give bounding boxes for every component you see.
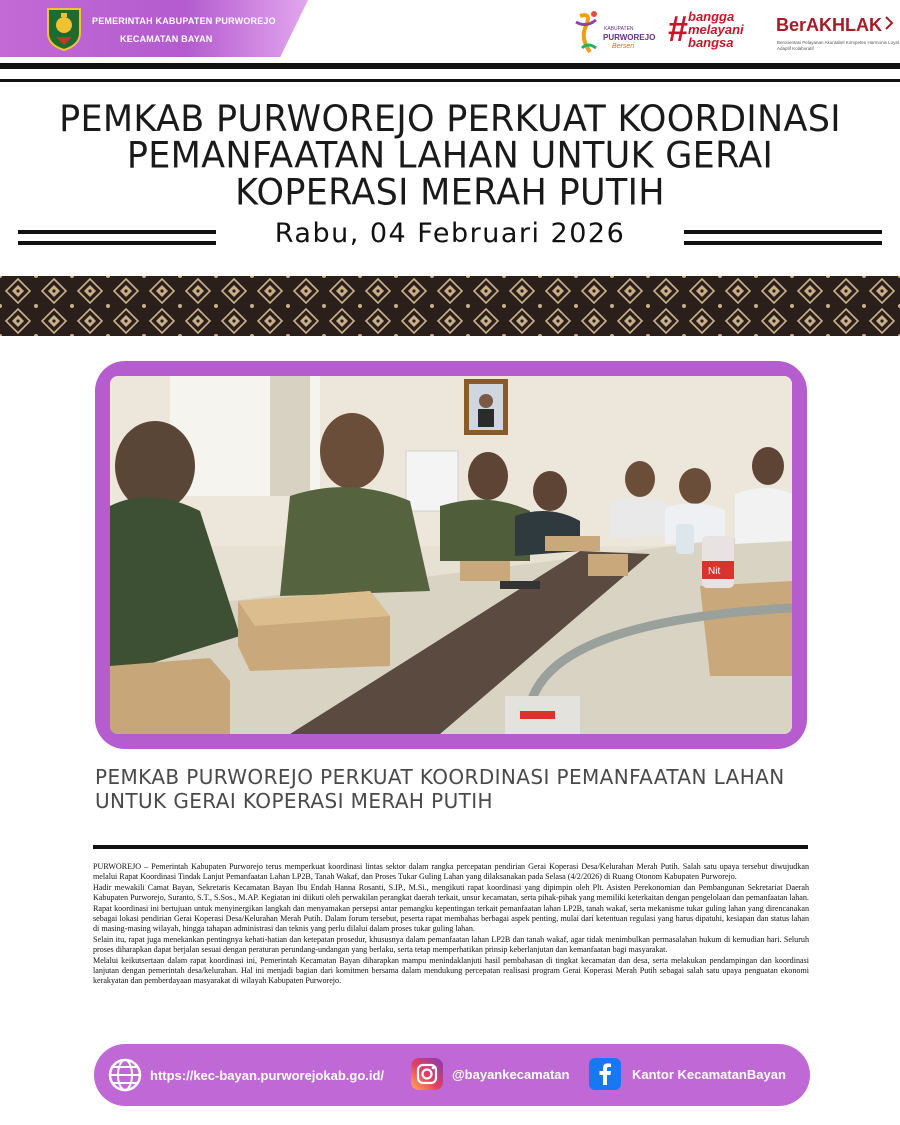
headline-divider (93, 845, 808, 849)
bangga-line2: melayani (688, 22, 744, 37)
bangga-line1: bangga (688, 9, 735, 24)
berakhlak-chevron-icon (884, 16, 894, 30)
logo-label-kabupaten: KABUPATEN (604, 26, 634, 32)
bottle-label: Nit (708, 566, 721, 577)
contact-footer (94, 1044, 810, 1106)
berakhlak-tagline: Berorientasi Pelayanan Akuntabel Kompeten Harmonis Loyal Adaptif Kolaboratif (777, 40, 899, 51)
header-divider-bottom (0, 79, 900, 82)
bangga-melayani-bangsa-logo (688, 10, 744, 49)
date-bar-left (18, 241, 216, 245)
logo-label-purworejo: PURWOREJO (603, 33, 656, 42)
instagram-handle: @bayankecamatan (452, 1066, 570, 1082)
facebook-icon (588, 1057, 622, 1091)
article-paragraph: Melalui keikutsertaan dalam rapat koordinasi ini, Pemerintah Kecamatan Bayan diharapkan mampu menindaklanjuti hasil pembahasan di tingkat kecamatan dan desa, serta melakukan pendampingan dan koordinasi lanjutan dengan pemerintah desa/kelurahan. Hal ini menjadi bagian dari komitmen bersama dalam mendukung percepatan realisasi program Gerai Koperasi Merah Putih sebagai salah satu upaya penguatan ekonomi kerakyatan dan pemberdayaan masyarakat di wilayah Kabupaten Purworejo. (93, 955, 809, 986)
batik-pattern-band (0, 276, 900, 336)
logo-label-berseri: Berseri (612, 43, 635, 50)
bangga-line3: bangsa (688, 35, 734, 50)
facebook-page: Kantor KecamatanBayan (632, 1066, 786, 1082)
meeting-photo (110, 376, 792, 734)
bangga-hash-icon: # (668, 8, 689, 49)
publish-date: Rabu, 04 Februari 2026 (274, 218, 626, 249)
instagram-link[interactable] (410, 1057, 569, 1091)
date-bar-left (18, 230, 216, 234)
title-line-1: PEMKAB PURWOREJO PERKUAT KOORDINASI (59, 98, 841, 141)
berakhlak-logo: BerAKHLAK (776, 15, 883, 35)
article-body (93, 862, 809, 987)
government-name: PEMERINTAH KABUPATEN PURWOREJO (92, 16, 276, 26)
date-bar-right (684, 241, 882, 245)
globe-icon (108, 1058, 142, 1092)
instagram-icon (410, 1057, 444, 1091)
title-line-2: PEMANFAATAN LAHAN UNTUK GERAI (126, 134, 774, 177)
article-paragraph: Selain itu, rapat juga menekankan pentingnya kehati-hatian dan ketepatan prosedur, khususnya dalam pemanfaatan lahan LP2B dan tanah wakaf, agar tidak menimbulkan permasalahan hukum di kemudian hari. Seluruh proses diharapkan dapat berjalan sesuai dengan peraturan perundang-undangan yang berlaku, serta tetap memperhatikan prinsip keberlanjutan dan kemanfaatan bagi masyarakat. (93, 934, 809, 955)
article-paragraph: Rapat koordinasi ini bertujuan untuk menyinergikan langkah dan menyamakan persepsi antar pemangku kepentingan terkait pemanfaatan lahan LP2B, tanah wakaf, serta mekanisme tukar guling lahan yang direncanakan sebagai lokasi pendirian Gerai Koperasi Desa/Kelurahan Merah Putih. Dalam forum tersebut, peserta rapat membahas berbagai aspek penting, mulai dari ketentuan regulasi yang harus dipatuhi, kesiapan dan status lahan di masing-masing wilayah, hingga tahapan administrasi dan teknis yang perlu dilalui dalam proses tukar guling lahan. (93, 903, 809, 934)
article-paragraph: Hadir mewakili Camat Bayan, Sekretaris Kecamatan Bayan Ibu Endah Hanna Rosanti, S.IP., M.Si., mengikuti rapat koordinasi yang dipimpin oleh Plt. Asisten Perekonomian dan Pembangunan Sekretariat Daerah Kabupaten Purworejo, Suranto, S.T., S.Sos., M.AP. Kegiatan ini diikuti oleh perwakilan perangkat daerah terkait, unsur kecamatan, serta pihak-pihak yang memiliki keterkaitan dengan pengelolaan dan pemanfaatan lahan. (93, 882, 809, 903)
district-name: KECAMATAN BAYAN (120, 34, 213, 44)
regency-emblem-icon (44, 7, 84, 51)
website-url: https://kec-bayan.purworejokab.go.id/ (150, 1067, 385, 1083)
article-headline: PEMKAB PURWOREJO PERKUAT KOORDINASI PEMANFAATAN LAHAN UNTUK GERAI KOPERASI MERAH PUTIH (95, 765, 785, 813)
header-divider-top (0, 63, 900, 69)
website-link[interactable] (108, 1058, 384, 1092)
facebook-link[interactable] (588, 1057, 786, 1091)
page-title (40, 98, 860, 214)
title-line-3: KOPERASI MERAH PUTIH (235, 171, 665, 214)
article-paragraph: PURWOREJO – Pemerintah Kabupaten Purworejo terus memperkuat koordinasi lintas sektor dalam rangka percepatan pendirian Gerai Koperasi Desa/Kelurahan Merah Putih. Salah satu upaya tersebut diwujudkan melalui Rapat Koordinasi Tindak Lanjut Pemanfaatan Lahan LP2B, Tanah Wakaf, dan Proses Tukar Guling Lahan yang dilaksanakan pada Selasa (4/2/2026) di Ruang Otonom Kabupaten Purworejo. (93, 862, 809, 882)
date-bar-right (684, 230, 882, 234)
